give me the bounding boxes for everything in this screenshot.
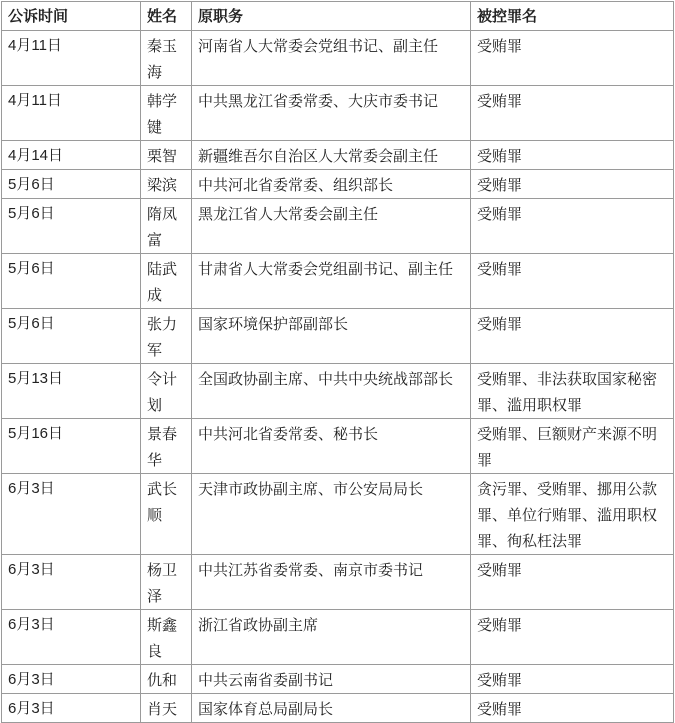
cell-date: 5月6日 <box>2 309 141 364</box>
cell-post: 河南省人大常委会党组书记、副主任 <box>192 31 471 86</box>
table-row <box>2 665 674 694</box>
cell-charge: 受贿罪 <box>471 31 674 86</box>
table-row <box>2 141 674 170</box>
table-row <box>2 694 674 723</box>
table-row <box>2 474 674 555</box>
cell-charge: 受贿罪 <box>471 309 674 364</box>
cell-charge: 受贿罪 <box>471 254 674 309</box>
cell-post: 全国政协副主席、中共中央统战部部长 <box>192 364 471 419</box>
cell-post: 天津市政协副主席、市公安局局长 <box>192 474 471 555</box>
cell-post: 中共河北省委常委、组织部长 <box>192 170 471 199</box>
cell-name: 杨卫泽 <box>141 555 192 610</box>
cell-charge: 受贿罪、巨额财产来源不明罪 <box>471 419 674 474</box>
cell-date: 5月16日 <box>2 419 141 474</box>
cell-post: 甘肃省人大常委会党组副书记、副主任 <box>192 254 471 309</box>
table-row <box>2 86 674 141</box>
header-date: 公诉时间 <box>2 2 141 31</box>
cell-date: 5月6日 <box>2 170 141 199</box>
cell-post: 中共黑龙江省委常委、大庆市委书记 <box>192 86 471 141</box>
table-row <box>2 419 674 474</box>
cell-date: 4月14日 <box>2 141 141 170</box>
cell-name: 梁滨 <box>141 170 192 199</box>
cell-date: 6月3日 <box>2 474 141 555</box>
cell-charge: 受贿罪 <box>471 86 674 141</box>
cell-name: 仇和 <box>141 665 192 694</box>
cell-post: 浙江省政协副主席 <box>192 610 471 665</box>
cell-post: 中共云南省委副书记 <box>192 665 471 694</box>
cell-post: 黑龙江省人大常委会副主任 <box>192 199 471 254</box>
cell-date: 5月6日 <box>2 254 141 309</box>
cell-charge: 贪污罪、受贿罪、挪用公款罪、单位行贿罪、滥用职权罪、徇私枉法罪 <box>471 474 674 555</box>
cell-name: 秦玉海 <box>141 31 192 86</box>
cell-post: 中共河北省委常委、秘书长 <box>192 419 471 474</box>
cell-date: 6月3日 <box>2 555 141 610</box>
table-row <box>2 610 674 665</box>
cell-name: 肖天 <box>141 694 192 723</box>
cell-charge: 受贿罪、非法获取国家秘密罪、滥用职权罪 <box>471 364 674 419</box>
cell-date: 6月3日 <box>2 610 141 665</box>
table-row <box>2 364 674 419</box>
cell-name: 令计划 <box>141 364 192 419</box>
cell-post: 新疆维吾尔自治区人大常委会副主任 <box>192 141 471 170</box>
cell-date: 6月3日 <box>2 694 141 723</box>
cell-name: 武长顺 <box>141 474 192 555</box>
cell-date: 5月13日 <box>2 364 141 419</box>
header-name: 姓名 <box>141 2 192 31</box>
cell-post: 国家体育总局副局长 <box>192 694 471 723</box>
cell-name: 隋凤富 <box>141 199 192 254</box>
table-row <box>2 254 674 309</box>
cell-date: 5月6日 <box>2 199 141 254</box>
cell-charge: 受贿罪 <box>471 555 674 610</box>
table-row <box>2 199 674 254</box>
cell-date: 4月11日 <box>2 86 141 141</box>
prosecution-table <box>1 1 674 723</box>
cell-name: 韩学键 <box>141 86 192 141</box>
table-header-row <box>2 2 674 31</box>
header-charge: 被控罪名 <box>471 2 674 31</box>
cell-name: 景春华 <box>141 419 192 474</box>
table-row <box>2 31 674 86</box>
cell-date: 6月3日 <box>2 665 141 694</box>
table-row <box>2 555 674 610</box>
cell-charge: 受贿罪 <box>471 694 674 723</box>
header-post: 原职务 <box>192 2 471 31</box>
cell-charge: 受贿罪 <box>471 610 674 665</box>
cell-charge: 受贿罪 <box>471 665 674 694</box>
cell-name: 张力军 <box>141 309 192 364</box>
cell-name: 斯鑫良 <box>141 610 192 665</box>
cell-date: 4月11日 <box>2 31 141 86</box>
cell-name: 栗智 <box>141 141 192 170</box>
table-row <box>2 309 674 364</box>
cell-post: 中共江苏省委常委、南京市委书记 <box>192 555 471 610</box>
cell-charge: 受贿罪 <box>471 199 674 254</box>
table-row <box>2 170 674 199</box>
cell-charge: 受贿罪 <box>471 141 674 170</box>
cell-charge: 受贿罪 <box>471 170 674 199</box>
cell-name: 陆武成 <box>141 254 192 309</box>
cell-post: 国家环境保护部副部长 <box>192 309 471 364</box>
